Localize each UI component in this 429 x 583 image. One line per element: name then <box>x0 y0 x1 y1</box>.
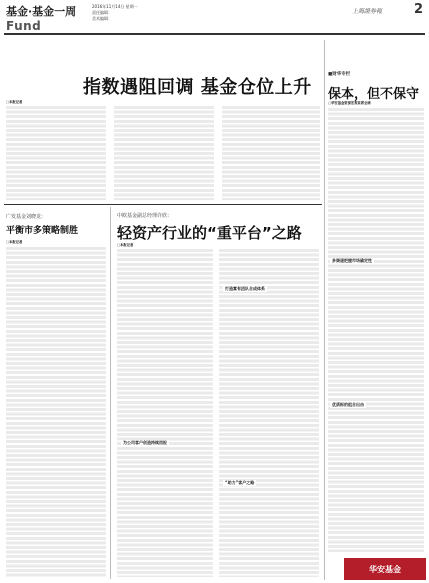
middle-byline: □本报记者 <box>117 243 134 247</box>
side-headline: 保本，但不保守 <box>328 87 420 102</box>
page-number: 2 <box>414 2 424 17</box>
main-byline: □本报记者 <box>6 100 23 104</box>
side-body <box>328 108 424 552</box>
middle-kicker: 中欧基金副总经理许欣： <box>117 213 173 219</box>
side-divider <box>324 40 325 580</box>
middle-headline: 轻资产行业的“重平台”之路 <box>117 224 302 242</box>
middle-subhead-2: 为公司客户创造持续回报 <box>123 440 167 445</box>
logo-text: 华安基金 <box>369 564 401 574</box>
paper-name: 上海證券報 <box>352 8 383 15</box>
side-subhead-1: 多渠道把握市场确定性 <box>332 258 372 263</box>
editor-line: 责任编辑： <box>92 10 112 15</box>
section-subtitle: Fund <box>6 19 42 33</box>
huaan-fund-logo <box>344 558 426 580</box>
main-headline: 指数遇阻回调 基金仓位上升 <box>83 77 312 98</box>
main-body <box>6 106 320 202</box>
column-divider <box>110 207 111 579</box>
side-byline: □华安基金资深宏观首席全球 <box>328 101 371 105</box>
issue-date: 2016年11月14日 星期一 <box>92 4 138 9</box>
art-editor-line: 美术编辑： <box>92 16 112 21</box>
left-body <box>6 247 106 577</box>
section-title: 基金·基金一周 <box>6 5 77 18</box>
main-body-col-3 <box>222 106 320 200</box>
side-subhead-2: 优质标的组合出击 <box>332 402 364 407</box>
middle-body-col-1 <box>117 249 213 577</box>
middle-subhead-1: 打造富有团队合成体系 <box>225 286 265 291</box>
main-story-rule <box>4 204 322 205</box>
left-kicker: 广发基金刘晓龙： <box>6 214 47 220</box>
left-headline: 平衡市多策略制胜 <box>6 226 79 236</box>
main-body-col-2 <box>114 106 214 200</box>
main-body-col-1 <box>6 106 106 200</box>
middle-subhead-3: “助力”客户之路 <box>225 480 255 485</box>
header-rule <box>4 33 425 35</box>
side-column-label: ■财华专栏 <box>328 72 351 77</box>
left-byline: □本报记者 <box>6 240 23 244</box>
middle-body-col-2 <box>219 249 319 577</box>
header-meta <box>92 4 138 22</box>
